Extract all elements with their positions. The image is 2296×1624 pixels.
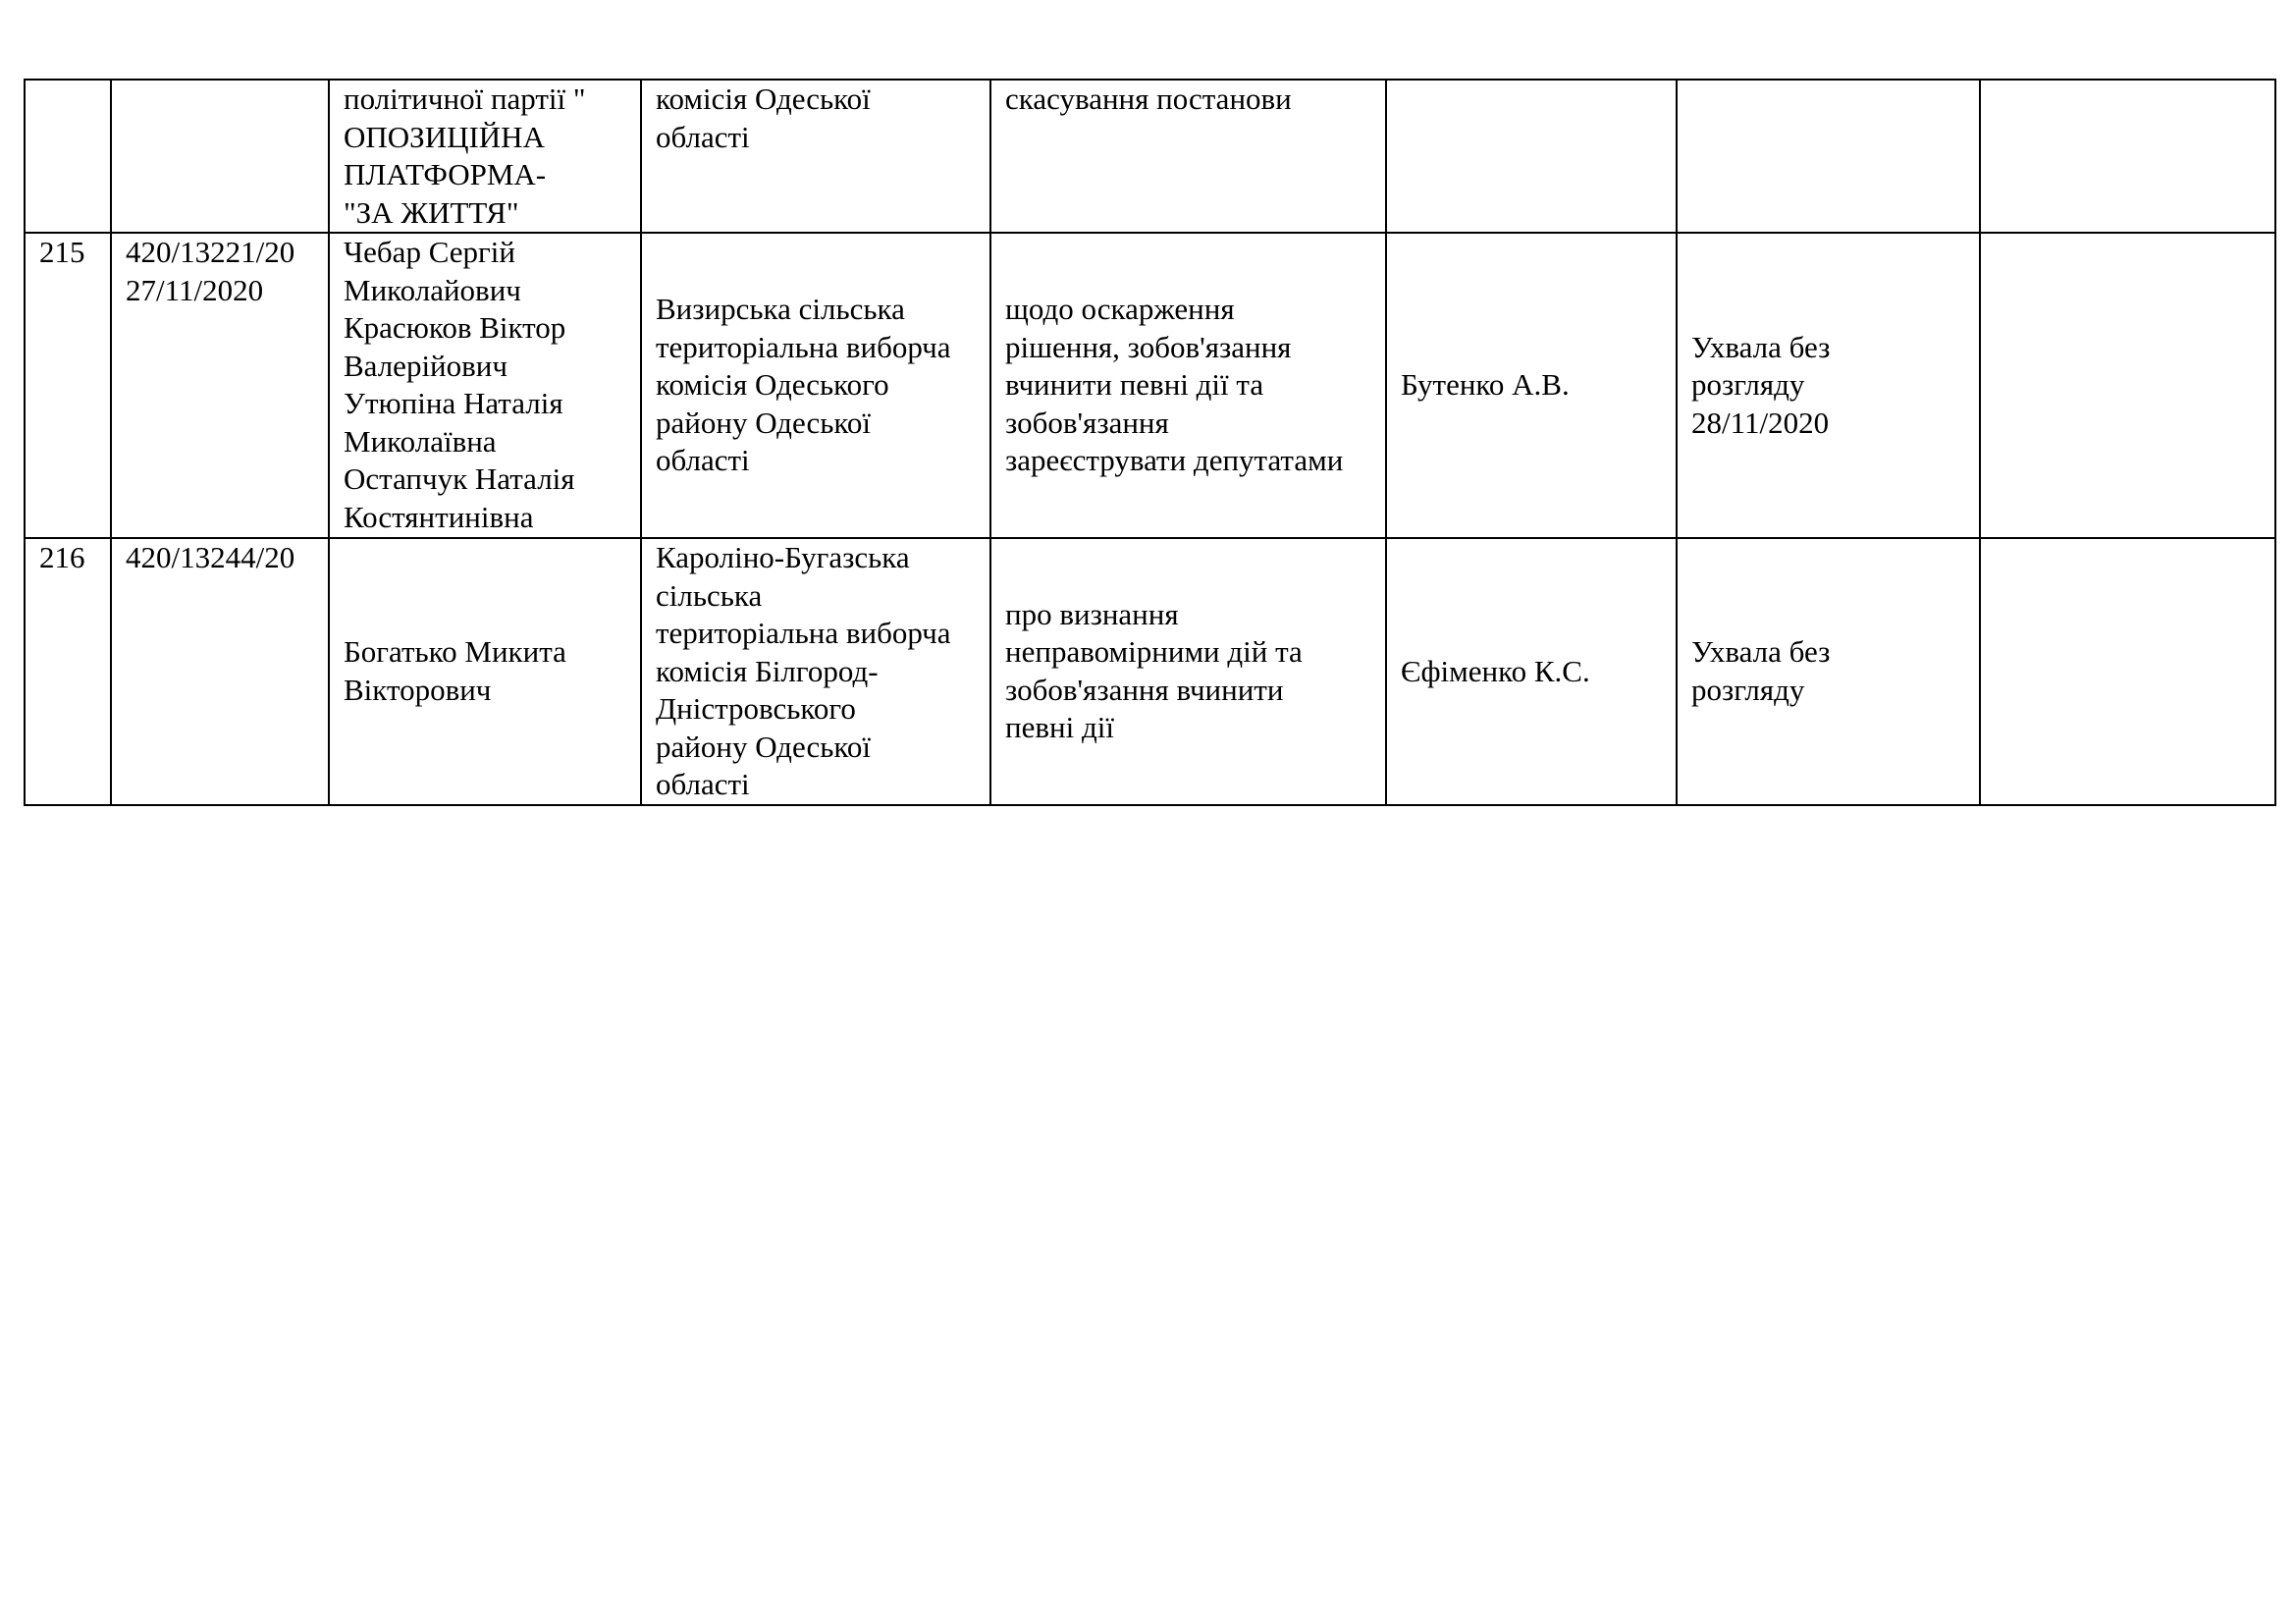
cell-note — [1980, 538, 2275, 805]
cell-subject: про визнання неправомірними дій та зобов'язання вчинити певні дії — [990, 538, 1386, 805]
cell-number — [25, 80, 111, 233]
cell-decision: Ухвала без розгляду 28/11/2020 — [1677, 233, 1980, 538]
court-cases-table — [24, 79, 2276, 806]
cell-subject: скасування постанови — [990, 80, 1386, 233]
cell-judge — [1386, 80, 1677, 233]
cell-defendant: Кароліно-Бугазська сільська територіальна виборча комісія Білгород- Дністровського району Одеської області — [641, 538, 990, 805]
cell-number: 216 — [25, 538, 111, 805]
cell-number: 215 — [25, 233, 111, 538]
cell-defendant: комісія Одеської області — [641, 80, 990, 233]
cell-note — [1980, 233, 2275, 538]
cell-case-number — [111, 80, 329, 233]
cell-judge: Бутенко А.В. — [1386, 233, 1677, 538]
cell-plaintiff: Чебар Сергій Миколайович Красюков Віктор Валерійович Утюпіна Наталія Миколаївна Остапчук Наталія Костянтинівна — [329, 233, 641, 538]
cell-case-number: 420/13221/20 27/11/2020 — [111, 233, 329, 538]
table-row — [25, 80, 2275, 233]
cell-subject: щодо оскарження рішення, зобов'язання вчинити певні дії та зобов'язання зареєструвати депутатами — [990, 233, 1386, 538]
cell-case-number: 420/13244/20 — [111, 538, 329, 805]
cell-decision: Ухвала без розгляду — [1677, 538, 1980, 805]
cell-defendant: Визирська сільська територіальна виборча комісія Одеського району Одеської області — [641, 233, 990, 538]
table-row — [25, 538, 2275, 805]
cell-decision — [1677, 80, 1980, 233]
cell-note — [1980, 80, 2275, 233]
cell-plaintiff: політичної партії " ОПОЗИЦІЙНА ПЛАТФОРМА- "ЗА ЖИТТЯ" — [329, 80, 641, 233]
cell-judge: Єфіменко К.С. — [1386, 538, 1677, 805]
cell-plaintiff: Богатько Микита Вікторович — [329, 538, 641, 805]
table-row — [25, 233, 2275, 538]
